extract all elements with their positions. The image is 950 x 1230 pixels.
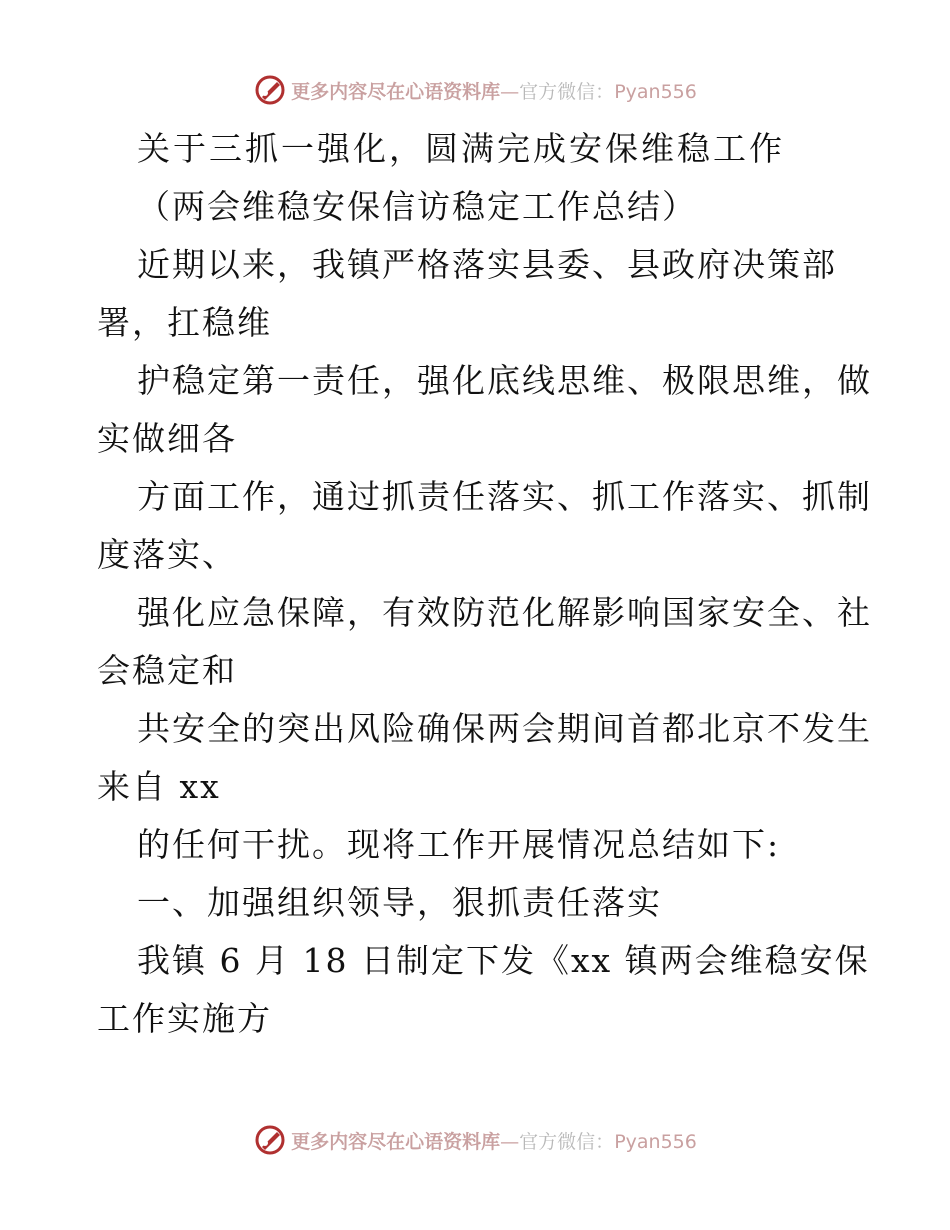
watermark-brand: 更多内容尽在心语资料库 xyxy=(291,1130,501,1153)
paragraph-line: 署，扛稳维 xyxy=(97,303,272,342)
footer-watermark xyxy=(0,1120,950,1160)
paragraph-line: 近期以来，我镇严格落实县委、县政府决策部 xyxy=(137,245,837,284)
paragraph-line: 的任何干扰。现将工作开展情况总结如下: xyxy=(137,825,781,864)
watermark-dash: — xyxy=(500,1130,520,1153)
watermark-official-label: 官方微信： xyxy=(519,1130,615,1153)
paragraph-line: 共安全的突出风险确保两会期间首都北京不发生 xyxy=(137,709,872,748)
header-watermark xyxy=(0,70,950,110)
watermark-official-label: 官方微信： xyxy=(519,80,615,103)
section-heading: 一、加强组织领导，狠抓责任落实 xyxy=(137,883,662,922)
paragraph-line: 会稳定和 xyxy=(97,651,237,690)
paragraph-line: 工作实施方 xyxy=(97,999,272,1038)
watermark-text xyxy=(291,1127,697,1154)
paragraph-line: 度落实、 xyxy=(97,535,237,574)
paragraph-line: 方面工作，通过抓责任落实、抓工作落实、抓制 xyxy=(137,477,872,516)
document-body xyxy=(97,120,872,1048)
paragraph-line: 实做细各 xyxy=(97,419,237,458)
paragraph-line: 护稳定第一责任，强化底线思维、极限思维，做 xyxy=(137,361,872,400)
brand-logo-icon xyxy=(253,1123,287,1157)
watermark-dash: — xyxy=(500,80,520,103)
watermark-brand: 更多内容尽在心语资料库 xyxy=(291,80,501,103)
watermark-wechat-id: Pyan556 xyxy=(614,1130,697,1153)
document-subtitle: （两会维稳安保信访稳定工作总结） xyxy=(137,187,697,226)
watermark-wechat-id: Pyan556 xyxy=(614,80,697,103)
paragraph-line: 我镇 6 月 18 日制定下发《xx 镇两会维稳安保 xyxy=(137,941,870,980)
document-title: 关于三抓一强化，圆满完成安保维稳工作 xyxy=(137,129,785,168)
paragraph-line: 强化应急保障，有效防范化解影响国家安全、社 xyxy=(137,593,872,632)
paragraph-line: 来自 xx xyxy=(97,767,221,806)
watermark-text xyxy=(291,77,697,104)
brand-logo-icon xyxy=(253,73,287,107)
